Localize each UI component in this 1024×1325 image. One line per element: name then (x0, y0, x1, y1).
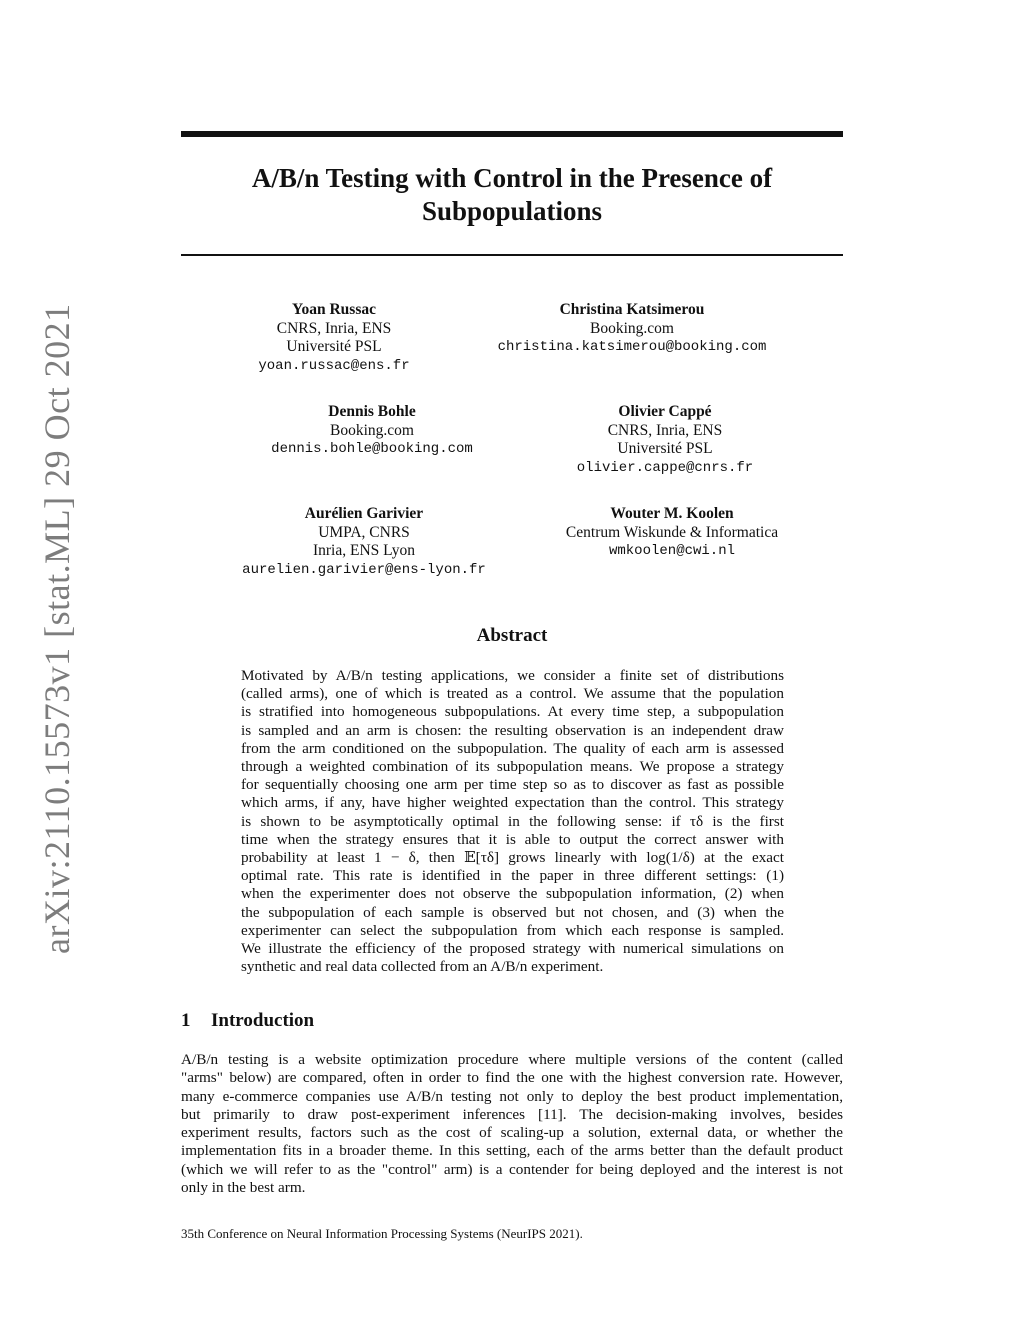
intro-line: "arms" below) are compared, often in order to find the one with the highest conversion rate. However, (181, 1069, 843, 1087)
author-email[interactable]: aurelien.garivier@ens-lyon.fr (242, 561, 486, 578)
paper-title (181, 162, 843, 228)
abstract-heading: Abstract (476, 625, 548, 646)
abstract-line: is sampled and an arm is chosen: the resulting observation is an independent draw (241, 721, 784, 739)
author-name: Christina Katsimerou (559, 301, 705, 318)
abstract-line: which arms, if any, have higher weighted expectation than the control. This strategy (241, 794, 784, 812)
author-block (498, 301, 767, 357)
author-name: Yoan Russac (292, 301, 376, 318)
author-name: Olivier Cappé (618, 403, 712, 420)
introduction-body (181, 1051, 843, 1197)
abstract-line: optimal rate. This rate is identified in the paper in three different settings: (1) (241, 867, 784, 885)
abstract-line: synthetic and real data collected from an A/B/n experiment. (241, 958, 604, 976)
author-affiliation: Booking.com (330, 421, 414, 439)
author-affiliation: CNRS, Inria, ENS (276, 319, 392, 337)
abstract-line: when the experimenter does not observe the subpopulation information, (2) when (241, 885, 784, 903)
author-affiliation: Inria, ENS Lyon (312, 542, 416, 559)
intro-line: only in the best arm. (181, 1179, 306, 1197)
author-affiliation: Booking.com (590, 319, 674, 337)
author-email[interactable]: christina.katsimerou@booking.com (497, 339, 767, 355)
author-email[interactable]: yoan.russac@ens.fr (258, 357, 410, 374)
author-block (271, 403, 473, 459)
conference-footnote: 35th Conference on Neural Information Processing Systems (NeurIPS 2021). (181, 1226, 583, 1241)
author-block (242, 505, 486, 579)
title-line-1: A/B/n Testing with Control in the Presence of (251, 163, 773, 193)
author-block (566, 505, 778, 561)
author-block (577, 403, 753, 477)
abstract-line: through a weighted combination of its subpopulation means. We propose a strategy (241, 758, 784, 776)
author-affiliation: Centrum Wiskunde & Informatica (565, 523, 779, 541)
abstract-line: is stratified into homogeneous subpopulations. At every time step, a subpopulation (241, 703, 784, 721)
intro-line: A/B/n testing is a website optimization procedure where multiple versions of the content (called (181, 1051, 843, 1068)
author-email[interactable]: olivier.cappe@cnrs.fr (576, 459, 754, 476)
abstract-line: Motivated by A/B/n testing applications, we consider a finite set of distributions (241, 667, 784, 684)
title-line-2: Subpopulations (421, 196, 603, 226)
intro-line: experiment results, factors such as the cost of scaling-up a solution, external data, or whether the (181, 1124, 843, 1142)
arxiv-identifier: arXiv:2110.15573v1 [stat.ML] 29 Oct 2021 (37, 303, 77, 954)
abstract-line: experimenter can select the subpopulation from which each response is sampled. (241, 921, 784, 939)
abstract-line: time when the strategy ensures that it is able to output the correct answer with (241, 830, 784, 848)
author-affiliation: Université PSL (286, 338, 382, 355)
section-heading (181, 1010, 314, 1032)
section-number: 1 (181, 1010, 191, 1031)
author-name: Wouter M. Koolen (610, 505, 734, 522)
section-title: Introduction (211, 1010, 315, 1031)
title-rule-top (181, 131, 843, 137)
title-rule-bottom (181, 254, 843, 256)
author-name: Aurélien Garivier (304, 505, 424, 522)
abstract-line: for sequentially choosing one arm per time step so as to discover as fast as possible (241, 776, 784, 794)
intro-line: but primarily to draw post-experiment inferences [11]. The decision-making involves, besides (181, 1105, 843, 1123)
intro-line: (which we will refer to as the "control" arm) is a contender for being deployed and the interest is not (181, 1160, 843, 1178)
author-affiliation: UMPA, CNRS (318, 523, 410, 541)
abstract-body (241, 667, 784, 976)
abstract-line: the subpopulation of each sample is observed but not chosen, and (3) when the (241, 903, 784, 921)
author-email[interactable]: wmkoolen@cwi.nl (608, 543, 736, 559)
author-name: Dennis Bohle (328, 403, 416, 420)
abstract-line: (called arms), one of which is treated as a control. We assume that the population (241, 685, 784, 703)
abstract-line: is shown to be asymptotically optimal in the following sense: if τδ is the first (241, 812, 784, 830)
author-affiliation: CNRS, Inria, ENS (607, 421, 723, 439)
intro-line: many e-commerce companies use A/B/n testing not only to deploy the best product implementation, (181, 1087, 843, 1105)
author-email[interactable]: dennis.bohle@booking.com (271, 441, 473, 457)
abstract-line: We illustrate the efficiency of the proposed strategy with numerical simulations on (241, 940, 784, 958)
intro-line: implementation fits in a broader theme. In this setting, each of the arms better than the default product (181, 1142, 843, 1160)
abstract-line: probability at least 1 − δ, then 𝔼[τδ] grows linearly with log(1/δ) at the exact (241, 849, 784, 867)
author-affiliation: Université PSL (617, 440, 713, 457)
abstract-line: from the arm conditioned on the subpopulation. The quality of each arm is assessed (241, 739, 784, 757)
author-block (258, 301, 409, 375)
